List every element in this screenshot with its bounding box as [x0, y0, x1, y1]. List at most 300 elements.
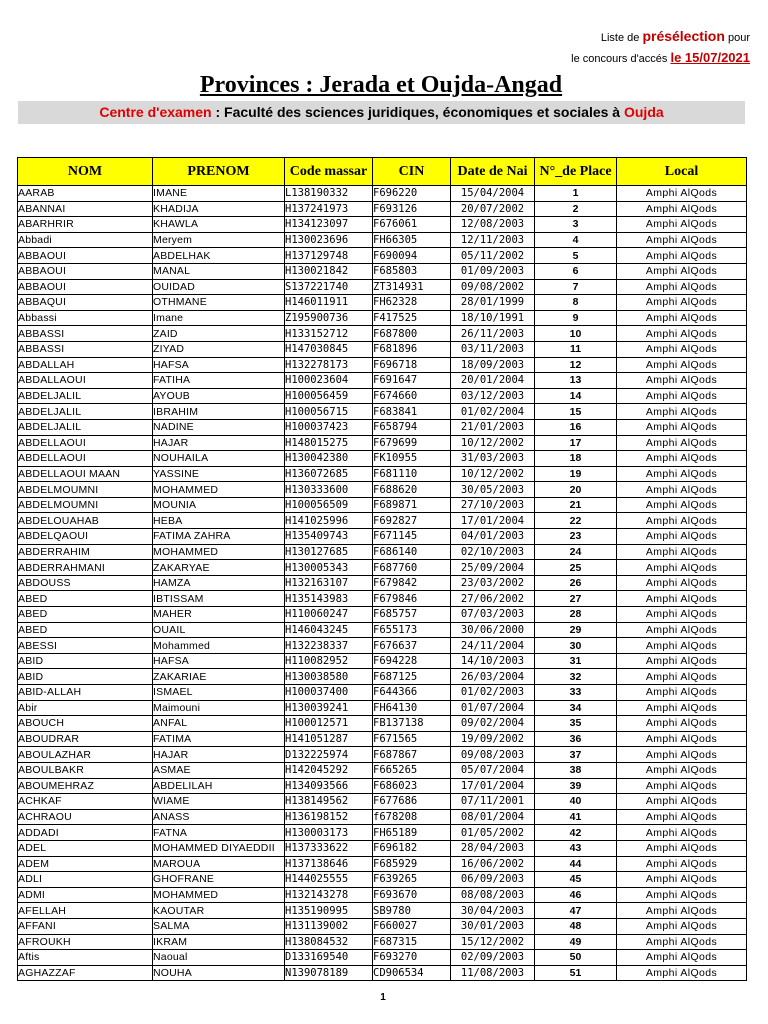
cell-place: 44	[535, 856, 617, 872]
cell-local: Amphi AlQods	[617, 934, 747, 950]
table-row	[18, 716, 747, 732]
cell-date-naissance: 27/10/2003	[451, 497, 535, 513]
table-row	[18, 575, 747, 591]
cell-date-naissance: 12/08/2003	[451, 217, 535, 233]
table-row	[18, 965, 747, 981]
cell-nom: ABDELJALIL	[18, 388, 153, 404]
cell-prenom: ZAKARYAE	[153, 560, 285, 576]
cell-place: 31	[535, 653, 617, 669]
cell-place: 5	[535, 248, 617, 264]
cell-code-massar: H130021842	[285, 263, 373, 279]
cell-local: Amphi AlQods	[617, 700, 747, 716]
cell-code-massar: H110060247	[285, 607, 373, 623]
cell-code-massar: H130127685	[285, 544, 373, 560]
cell-local: Amphi AlQods	[617, 794, 747, 810]
cell-nom: Abbadi	[18, 232, 153, 248]
cell-place: 47	[535, 903, 617, 919]
cell-nom: ADLI	[18, 872, 153, 888]
cell-place: 21	[535, 497, 617, 513]
cell-date-naissance: 17/01/2004	[451, 513, 535, 529]
cell-date-naissance: 05/07/2004	[451, 762, 535, 778]
cell-place: 42	[535, 825, 617, 841]
cell-cin: F689871	[373, 497, 451, 513]
cell-date-naissance: 09/08/2003	[451, 747, 535, 763]
cell-local: Amphi AlQods	[617, 638, 747, 654]
cell-prenom: KHAWLA	[153, 217, 285, 233]
cell-date-naissance: 01/05/2002	[451, 825, 535, 841]
cell-cin: F681896	[373, 341, 451, 357]
preselection-note	[571, 27, 750, 69]
note-line-1-suffix: pour	[724, 32, 750, 44]
cell-prenom: HAFSA	[153, 653, 285, 669]
cell-prenom: MAROUA	[153, 856, 285, 872]
cell-date-naissance: 21/01/2003	[451, 419, 535, 435]
cell-code-massar: H146011911	[285, 295, 373, 311]
cell-cin: F687760	[373, 560, 451, 576]
table-row	[18, 669, 747, 685]
cell-date-naissance: 04/01/2003	[451, 529, 535, 545]
cell-nom: ABARHRIR	[18, 217, 153, 233]
cell-local: Amphi AlQods	[617, 762, 747, 778]
cell-date-naissance: 19/09/2002	[451, 731, 535, 747]
table-row	[18, 295, 747, 311]
cell-code-massar: H137241973	[285, 201, 373, 217]
table-row	[18, 419, 747, 435]
cell-cin: F687125	[373, 669, 451, 685]
candidates-table	[17, 157, 747, 981]
cell-local: Amphi AlQods	[617, 388, 747, 404]
cell-cin: F681110	[373, 466, 451, 482]
cell-code-massar: H132238337	[285, 638, 373, 654]
cell-local: Amphi AlQods	[617, 669, 747, 685]
cell-nom: ABBAQUI	[18, 295, 153, 311]
table-row	[18, 622, 747, 638]
cell-local: Amphi AlQods	[617, 513, 747, 529]
cell-cin: F696220	[373, 186, 451, 202]
column-header-date-naissance: Date de Nai	[451, 158, 535, 186]
cell-nom: ABDALLAH	[18, 357, 153, 373]
cell-nom: ABBASSI	[18, 326, 153, 342]
cell-prenom: OUIDAD	[153, 279, 285, 295]
cell-nom: ABDELJALIL	[18, 419, 153, 435]
cell-cin: F679842	[373, 575, 451, 591]
cell-nom: ABDERRAHMANI	[18, 560, 153, 576]
cell-place: 13	[535, 373, 617, 389]
table-row	[18, 903, 747, 919]
cell-local: Amphi AlQods	[617, 747, 747, 763]
table-body	[18, 186, 747, 981]
cell-place: 39	[535, 778, 617, 794]
cell-date-naissance: 18/10/1991	[451, 310, 535, 326]
cell-local: Amphi AlQods	[617, 544, 747, 560]
cell-local: Amphi AlQods	[617, 295, 747, 311]
cell-local: Amphi AlQods	[617, 622, 747, 638]
cell-code-massar: H137138646	[285, 856, 373, 872]
cell-local: Amphi AlQods	[617, 591, 747, 607]
cell-cin: F686140	[373, 544, 451, 560]
cell-date-naissance: 05/11/2002	[451, 248, 535, 264]
cell-prenom: ABDELHAK	[153, 248, 285, 264]
cell-nom: ABDERRAHIM	[18, 544, 153, 560]
cell-local: Amphi AlQods	[617, 497, 747, 513]
cell-nom: ABDELLAOUI MAAN	[18, 466, 153, 482]
cell-code-massar: H100037400	[285, 685, 373, 701]
cell-place: 37	[535, 747, 617, 763]
cell-code-massar: H146043245	[285, 622, 373, 638]
cell-code-massar: H135409743	[285, 529, 373, 545]
cell-place: 7	[535, 279, 617, 295]
cell-cin: F685757	[373, 607, 451, 623]
cell-place: 29	[535, 622, 617, 638]
cell-prenom: ZAKARIAE	[153, 669, 285, 685]
cell-date-naissance: 30/05/2003	[451, 482, 535, 498]
table-header-row	[18, 158, 747, 186]
cell-date-naissance: 12/11/2003	[451, 232, 535, 248]
table-row	[18, 872, 747, 888]
cell-cin: F676061	[373, 217, 451, 233]
cell-place: 20	[535, 482, 617, 498]
cell-prenom: HAMZA	[153, 575, 285, 591]
exam-date: le 15/07/2021	[670, 50, 750, 65]
cell-code-massar: H135143983	[285, 591, 373, 607]
cell-local: Amphi AlQods	[617, 326, 747, 342]
cell-place: 14	[535, 388, 617, 404]
cell-nom: ABDELMOUMNI	[18, 497, 153, 513]
cell-nom: ABDELMOUMNI	[18, 482, 153, 498]
cell-local: Amphi AlQods	[617, 560, 747, 576]
cell-cin: F671565	[373, 731, 451, 747]
cell-nom: ABED	[18, 622, 153, 638]
cell-prenom: Maimouni	[153, 700, 285, 716]
cell-date-naissance: 01/02/2003	[451, 685, 535, 701]
cell-cin: F660027	[373, 918, 451, 934]
cell-nom: ABDOUSS	[18, 575, 153, 591]
cell-cin: F644366	[373, 685, 451, 701]
table-row	[18, 887, 747, 903]
cell-cin: F693670	[373, 887, 451, 903]
note-line-1-prefix: Liste de	[600, 32, 643, 44]
cell-prenom: MAHER	[153, 607, 285, 623]
cell-code-massar: H132143278	[285, 887, 373, 903]
cell-local: Amphi AlQods	[617, 731, 747, 747]
cell-code-massar: H100012571	[285, 716, 373, 732]
table-row	[18, 466, 747, 482]
cell-prenom: Naoual	[153, 950, 285, 966]
cell-local: Amphi AlQods	[617, 856, 747, 872]
cell-local: Amphi AlQods	[617, 903, 747, 919]
cell-code-massar: H100037423	[285, 419, 373, 435]
cell-cin: F665265	[373, 762, 451, 778]
cell-code-massar: H141025996	[285, 513, 373, 529]
cell-local: Amphi AlQods	[617, 809, 747, 825]
cell-cin: FH65189	[373, 825, 451, 841]
cell-place: 41	[535, 809, 617, 825]
cell-prenom: OTHMANE	[153, 295, 285, 311]
cell-place: 3	[535, 217, 617, 233]
cell-date-naissance: 06/09/2003	[451, 872, 535, 888]
cell-prenom: GHOFRANE	[153, 872, 285, 888]
cell-cin: F692827	[373, 513, 451, 529]
cell-code-massar: H137129748	[285, 248, 373, 264]
cell-prenom: HAJAR	[153, 435, 285, 451]
table-row	[18, 373, 747, 389]
cell-cin: F696718	[373, 357, 451, 373]
cell-prenom: IBRAHIM	[153, 404, 285, 420]
cell-code-massar: H137333622	[285, 840, 373, 856]
cell-cin: FK10955	[373, 451, 451, 467]
cell-prenom: FATIHA	[153, 373, 285, 389]
cell-code-massar: Z195900736	[285, 310, 373, 326]
cell-prenom: HAFSA	[153, 357, 285, 373]
table-row	[18, 497, 747, 513]
cell-local: Amphi AlQods	[617, 607, 747, 623]
cell-nom: ACHRAOU	[18, 809, 153, 825]
exam-center-label: Centre d'examen	[99, 104, 212, 120]
page-title: Provinces : Jerada et Oujda-Angad	[199, 72, 563, 98]
table-row	[18, 232, 747, 248]
cell-local: Amphi AlQods	[617, 778, 747, 794]
cell-date-naissance: 09/02/2004	[451, 716, 535, 732]
cell-nom: AGHAZZAF	[18, 965, 153, 981]
table-row	[18, 840, 747, 856]
cell-nom: ABED	[18, 591, 153, 607]
exam-center-text: : Faculté des sciences juridiques, économiques et sociales à	[211, 104, 624, 120]
cell-prenom: IBTISSAM	[153, 591, 285, 607]
cell-cin: FH64130	[373, 700, 451, 716]
table-row	[18, 482, 747, 498]
cell-place: 30	[535, 638, 617, 654]
exam-center-banner	[18, 101, 745, 124]
table-row	[18, 950, 747, 966]
cell-code-massar: H130003173	[285, 825, 373, 841]
cell-place: 17	[535, 435, 617, 451]
cell-cin: F686023	[373, 778, 451, 794]
column-header-code-massar: Code massar	[285, 158, 373, 186]
cell-cin: F693126	[373, 201, 451, 217]
cell-place: 6	[535, 263, 617, 279]
cell-nom: ADEM	[18, 856, 153, 872]
cell-cin: SB9780	[373, 903, 451, 919]
cell-date-naissance: 18/09/2003	[451, 357, 535, 373]
cell-prenom: YASSINE	[153, 466, 285, 482]
cell-place: 32	[535, 669, 617, 685]
cell-cin: F696182	[373, 840, 451, 856]
table-row	[18, 762, 747, 778]
table-row	[18, 591, 747, 607]
cell-cin: F683841	[373, 404, 451, 420]
table-row	[18, 451, 747, 467]
cell-date-naissance: 28/01/1999	[451, 295, 535, 311]
cell-cin: F655173	[373, 622, 451, 638]
cell-place: 49	[535, 934, 617, 950]
cell-prenom: MOUNIA	[153, 497, 285, 513]
cell-code-massar: H100023604	[285, 373, 373, 389]
cell-local: Amphi AlQods	[617, 279, 747, 295]
cell-date-naissance: 02/09/2003	[451, 950, 535, 966]
cell-place: 38	[535, 762, 617, 778]
cell-date-naissance: 10/12/2002	[451, 435, 535, 451]
cell-nom: ABANNAI	[18, 201, 153, 217]
table-row	[18, 934, 747, 950]
cell-nom: ABOULBAKR	[18, 762, 153, 778]
cell-local: Amphi AlQods	[617, 685, 747, 701]
cell-prenom: Meryem	[153, 232, 285, 248]
cell-prenom: Mohammed	[153, 638, 285, 654]
cell-code-massar: H138149562	[285, 794, 373, 810]
table-row	[18, 856, 747, 872]
cell-local: Amphi AlQods	[617, 872, 747, 888]
cell-place: 26	[535, 575, 617, 591]
table-row	[18, 201, 747, 217]
cell-date-naissance: 02/10/2003	[451, 544, 535, 560]
cell-code-massar: H100056715	[285, 404, 373, 420]
cell-nom: ADEL	[18, 840, 153, 856]
cell-place: 15	[535, 404, 617, 420]
cell-place: 23	[535, 529, 617, 545]
table-row	[18, 186, 747, 202]
cell-local: Amphi AlQods	[617, 248, 747, 264]
cell-code-massar: H148015275	[285, 435, 373, 451]
cell-nom: ABOUDRAR	[18, 731, 153, 747]
cell-code-massar: H136072685	[285, 466, 373, 482]
cell-nom: Aftis	[18, 950, 153, 966]
cell-cin: CD906534	[373, 965, 451, 981]
cell-date-naissance: 14/10/2003	[451, 653, 535, 669]
cell-local: Amphi AlQods	[617, 840, 747, 856]
cell-nom: ABOUMEHRAZ	[18, 778, 153, 794]
cell-prenom: NOUHA	[153, 965, 285, 981]
cell-nom: ABDELJALIL	[18, 404, 153, 420]
cell-date-naissance: 01/09/2003	[451, 263, 535, 279]
cell-place: 35	[535, 716, 617, 732]
cell-nom: ABESSI	[18, 638, 153, 654]
cell-date-naissance: 20/07/2002	[451, 201, 535, 217]
cell-code-massar: H136198152	[285, 809, 373, 825]
cell-cin: F639265	[373, 872, 451, 888]
cell-local: Amphi AlQods	[617, 341, 747, 357]
cell-place: 48	[535, 918, 617, 934]
cell-date-naissance: 23/03/2002	[451, 575, 535, 591]
table-row	[18, 217, 747, 233]
cell-cin: F690094	[373, 248, 451, 264]
column-header-nom: NOM	[18, 158, 153, 186]
cell-prenom: OUAIL	[153, 622, 285, 638]
table-row	[18, 731, 747, 747]
cell-cin: F688620	[373, 482, 451, 498]
cell-cin: F687867	[373, 747, 451, 763]
cell-nom: ABBAOUI	[18, 263, 153, 279]
cell-code-massar: H134093566	[285, 778, 373, 794]
cell-code-massar: H138084532	[285, 934, 373, 950]
cell-place: 12	[535, 357, 617, 373]
cell-date-naissance: 03/12/2003	[451, 388, 535, 404]
cell-nom: ABDALLAOUI	[18, 373, 153, 389]
cell-nom: Abir	[18, 700, 153, 716]
cell-place: 4	[535, 232, 617, 248]
cell-place: 25	[535, 560, 617, 576]
table-row	[18, 653, 747, 669]
cell-place: 36	[535, 731, 617, 747]
cell-code-massar: H130042380	[285, 451, 373, 467]
table-row	[18, 529, 747, 545]
cell-prenom: MANAL	[153, 263, 285, 279]
cell-cin: F417525	[373, 310, 451, 326]
cell-date-naissance: 16/06/2002	[451, 856, 535, 872]
cell-code-massar: H131139002	[285, 918, 373, 934]
cell-place: 18	[535, 451, 617, 467]
cell-local: Amphi AlQods	[617, 482, 747, 498]
cell-place: 9	[535, 310, 617, 326]
cell-place: 8	[535, 295, 617, 311]
table-row	[18, 825, 747, 841]
cell-date-naissance: 10/12/2002	[451, 466, 535, 482]
cell-cin: F679699	[373, 435, 451, 451]
cell-local: Amphi AlQods	[617, 373, 747, 389]
cell-local: Amphi AlQods	[617, 217, 747, 233]
cell-code-massar: H130039241	[285, 700, 373, 716]
cell-place: 27	[535, 591, 617, 607]
cell-place: 11	[535, 341, 617, 357]
cell-place: 46	[535, 887, 617, 903]
cell-nom: ACHKAF	[18, 794, 153, 810]
cell-nom: AFROUKH	[18, 934, 153, 950]
cell-local: Amphi AlQods	[617, 263, 747, 279]
table-row	[18, 435, 747, 451]
cell-date-naissance: 30/01/2003	[451, 918, 535, 934]
cell-place: 24	[535, 544, 617, 560]
cell-code-massar: H141051287	[285, 731, 373, 747]
cell-cin: FH66305	[373, 232, 451, 248]
cell-cin: F674660	[373, 388, 451, 404]
cell-nom: ABDELLAOUI	[18, 435, 153, 451]
cell-date-naissance: 03/11/2003	[451, 341, 535, 357]
cell-date-naissance: 15/04/2004	[451, 186, 535, 202]
table-row	[18, 685, 747, 701]
cell-nom: AFELLAH	[18, 903, 153, 919]
cell-prenom: SALMA	[153, 918, 285, 934]
cell-prenom: MOHAMMED DIYAEDDII	[153, 840, 285, 856]
cell-local: Amphi AlQods	[617, 201, 747, 217]
cell-nom: ABDELQAOUI	[18, 529, 153, 545]
cell-local: Amphi AlQods	[617, 918, 747, 934]
cell-prenom: ANFAL	[153, 716, 285, 732]
cell-code-massar: H130333600	[285, 482, 373, 498]
cell-local: Amphi AlQods	[617, 653, 747, 669]
cell-place: 50	[535, 950, 617, 966]
table-row	[18, 279, 747, 295]
cell-local: Amphi AlQods	[617, 575, 747, 591]
cell-date-naissance: 25/09/2004	[451, 560, 535, 576]
cell-code-massar: H110082952	[285, 653, 373, 669]
cell-code-massar: H133152712	[285, 326, 373, 342]
note-line-1	[571, 27, 750, 48]
cell-prenom: FATIMA	[153, 731, 285, 747]
cell-nom: AARAB	[18, 186, 153, 202]
cell-date-naissance: 01/07/2004	[451, 700, 535, 716]
table-row	[18, 809, 747, 825]
cell-date-naissance: 11/08/2003	[451, 965, 535, 981]
cell-local: Amphi AlQods	[617, 357, 747, 373]
cell-prenom: IKRAM	[153, 934, 285, 950]
cell-code-massar: H142045292	[285, 762, 373, 778]
cell-date-naissance: 28/04/2003	[451, 840, 535, 856]
cell-place: 10	[535, 326, 617, 342]
cell-local: Amphi AlQods	[617, 965, 747, 981]
cell-prenom: IMANE	[153, 186, 285, 202]
page-number: 1	[380, 992, 386, 1003]
cell-cin: f678208	[373, 809, 451, 825]
cell-place: 51	[535, 965, 617, 981]
